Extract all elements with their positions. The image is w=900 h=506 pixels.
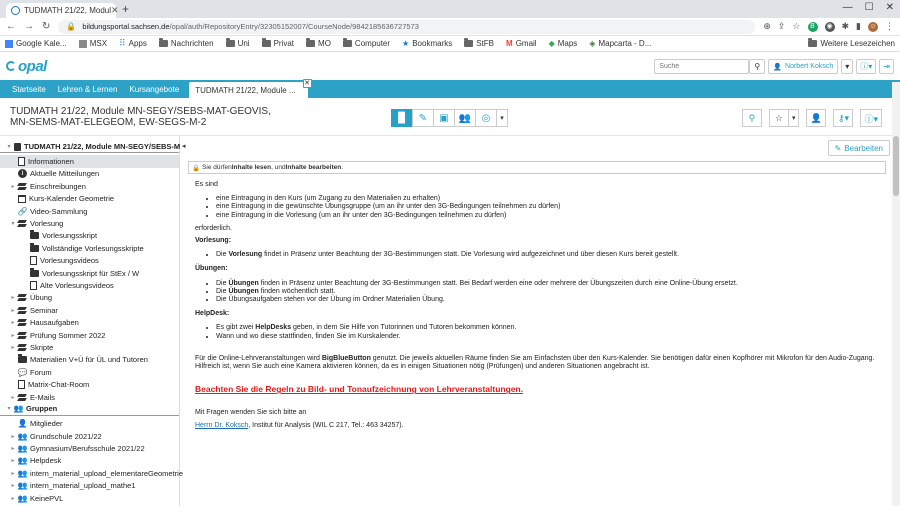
tree-node[interactable] — [0, 492, 179, 504]
folder-icon — [30, 245, 39, 252]
tree-node[interactable] — [0, 155, 179, 167]
bookmark-nachrichten[interactable]: Nachrichten — [159, 39, 214, 48]
search-icon: ⚲ — [754, 62, 761, 71]
page-icon — [18, 157, 25, 166]
tree-node[interactable] — [0, 366, 179, 378]
tree-node-label: Kurs-Kalender Geometrie — [29, 194, 115, 204]
favorite-dropdown[interactable] — [788, 109, 800, 127]
bookmark-maps[interactable]: ◆ Maps — [548, 39, 578, 48]
tree-node[interactable] — [0, 267, 179, 279]
back-icon[interactable]: ← — [6, 21, 16, 32]
tree-node-label: Alte Vorlesungsvideos — [40, 280, 114, 290]
main-navigation — [0, 80, 900, 98]
edit-button[interactable]: ✎ Bearbeiten — [828, 140, 890, 156]
search-icon: ⚲ — [748, 112, 756, 123]
list-item: • Die Vorlesung findet in Präsenz unter Beachtung der 3G-Bestimmungen statt. Die Vorlesung wird aufgezeichnet und über diesen Kurs bereit gestellt. — [216, 251, 885, 259]
tree-node-label: TUDMATH 21/22, Module MN-SEGY/SEBS-M — [24, 142, 181, 152]
bookmark-mo[interactable]: MO — [306, 39, 331, 48]
stack-icon — [18, 182, 27, 191]
course-toolbar — [392, 109, 508, 127]
bookmark-mapcarta[interactable]: ◈ Mapcarta - D... — [589, 39, 652, 48]
forward-icon[interactable]: → — [24, 21, 34, 32]
nav-tab-course[interactable]: TUDMATH 21/22, Module ... ✕ — [189, 82, 307, 98]
bookmark-msx[interactable]: MSX — [79, 39, 107, 48]
list-item: • eine Eintragung in die gewünschte Übungsgruppe (um an ihr unter den 3G-Bedingungen teilnehmen zu dürfen) — [216, 203, 885, 211]
list-item: • eine Eintragung in die Vorlesung (um an ihr unter den 3G-Bedingungen teilnehmen zu dürfen) — [216, 212, 885, 220]
stack-icon — [18, 393, 27, 402]
required-text: erforderlich. — [195, 224, 232, 232]
puzzle-icon[interactable]: ✱ — [841, 21, 850, 31]
calendar-icon — [5, 40, 13, 48]
help-icon: ⓘ▾ — [860, 62, 873, 71]
tree-node-label: Vorlesung — [30, 219, 64, 229]
stack-icon — [18, 306, 27, 315]
close-window-icon[interactable]: ✕ — [885, 2, 894, 13]
permission-notice: 🔒 Sie dürfen Inhalte lesen , und Inhalte bearbeiten . — [188, 161, 886, 174]
search-input[interactable] — [654, 59, 749, 74]
opal-header — [0, 52, 900, 80]
tree-node[interactable] — [0, 255, 179, 267]
list-item: • Die Übungsaufgaben stehen vor der Übung im Ordner Materialien Übung. — [216, 296, 885, 304]
zoom-icon[interactable]: ⊕ — [763, 21, 771, 31]
expand-toggle-icon[interactable]: ▸ — [11, 307, 15, 314]
tree-node[interactable] — [0, 316, 179, 328]
tree-node-label: intern_material_upload_elementareGeometrie — [30, 468, 184, 478]
expand-toggle-icon[interactable]: ▸ — [11, 394, 15, 401]
list-item: • Wann und wo diese stattfinden, finden Sie im Kurskalender. — [216, 333, 885, 341]
new-tab-icon[interactable]: + — [122, 2, 130, 16]
tree-node-label: Vorlesungsskript — [42, 231, 98, 241]
requirements-list — [216, 195, 885, 220]
user-icon: 👤 — [773, 63, 783, 71]
tree-node-label: Matrix-Chat-Room — [28, 380, 90, 390]
tree-node-label: intern_material_upload_mathe1 — [30, 481, 136, 491]
bookmark-bookmarks[interactable]: ★ Bookmarks — [402, 39, 453, 48]
folder-icon — [306, 40, 315, 47]
expand-toggle-icon[interactable]: ▸ — [11, 470, 15, 477]
favorite-button[interactable] — [769, 109, 789, 127]
apps-grid-icon: ⠿ — [119, 38, 126, 48]
key-button[interactable] — [833, 109, 853, 127]
tree-node[interactable] — [0, 242, 179, 254]
folder-icon — [18, 356, 27, 363]
bookmark-other[interactable]: Weitere Lesezeichen — [808, 39, 895, 48]
group-icon: 👥 — [17, 456, 28, 466]
user-menu-button[interactable]: 👤 Norbert Koksch — [768, 59, 838, 74]
tree-node[interactable] — [0, 304, 179, 316]
logout-button[interactable] — [879, 59, 894, 74]
opal-favicon-icon — [11, 6, 20, 15]
folder-icon — [262, 40, 271, 47]
expand-toggle-icon[interactable]: ▸ — [11, 320, 15, 327]
course-search-button[interactable] — [742, 109, 762, 127]
tree-node[interactable] — [0, 430, 179, 442]
minimize-icon[interactable]: — — [842, 2, 853, 13]
bookmark-stfb[interactable]: StFB — [464, 39, 494, 48]
menu-kebab-icon[interactable]: ⋮ — [885, 21, 894, 31]
recording-rules-link[interactable]: Beachten Sie die Regeln zu Bild- und Tonaufzeichnung von Lehrveranstaltungen. — [195, 384, 524, 395]
tree-node-label: E-Mails — [30, 392, 56, 402]
content-scrollbar[interactable] — [892, 136, 900, 506]
browser-tab-strip — [0, 0, 900, 18]
help-button[interactable] — [856, 59, 876, 74]
tree-node[interactable] — [0, 403, 179, 415]
lock-icon[interactable]: 🔒 — [66, 22, 77, 31]
online-info: Für die Online-Lehrveranstaltungen wird BigBlueButton genutzt. Die jeweils aktuellen Räume finden Sie am Einfachsten über den Kurs-Kalender. Sie benötigen dafür einen Kopfhörer mit Mikrofon für den Audio-Zugang. Hilfreich ist, wenn Sie auch eine Kamera aktivieren können, da es in einigen Situationen nötig (Prüfungen) und anderen Situationen angebracht ist. — [195, 354, 875, 371]
gmail-icon: M — [506, 39, 513, 48]
tree-node-label: Mitglieder — [30, 419, 63, 429]
tree-node[interactable] — [0, 329, 179, 341]
tree-node[interactable] — [0, 378, 179, 390]
tree-node-label: Helpdesk — [30, 456, 62, 466]
bookmarks-bar — [0, 36, 900, 52]
window-controls — [843, 2, 894, 13]
logout-icon: ⇥ — [883, 62, 890, 71]
expand-toggle-icon[interactable]: ▾ — [7, 406, 11, 413]
star-icon: ★ — [402, 39, 410, 48]
share-icon[interactable]: ⇪ — [777, 21, 786, 31]
stack-icon — [18, 219, 27, 228]
browser-tab-title: TUDMATH 21/22, Modul — [24, 6, 111, 15]
lock-icon: 🔒 — [192, 164, 201, 172]
folder-icon — [30, 270, 39, 277]
folder-icon — [159, 40, 168, 47]
expand-toggle-icon[interactable]: ▸ — [11, 295, 15, 302]
bookmark-gmail[interactable]: M Gmail — [506, 39, 537, 48]
msx-icon — [79, 40, 87, 48]
course-header — [0, 98, 900, 136]
tree-node[interactable] — [0, 279, 179, 291]
reload-icon[interactable]: ↻ — [42, 21, 51, 32]
opal-logo-icon — [6, 61, 16, 71]
scrollbar-thumb[interactable] — [893, 136, 899, 196]
group-icon: 👥 — [17, 481, 28, 491]
tree-node-label: Gruppen — [26, 404, 58, 414]
tree-node[interactable] — [0, 205, 179, 217]
collapse-sidebar-icon[interactable]: ◂ — [182, 143, 186, 150]
list-item: • eine Eintragung in den Kurs (um Zugang zu den Materialien zu erhalten) — [216, 195, 885, 203]
header-actions — [654, 59, 894, 74]
list-item: • Die Übungen finden wöchentlich statt. — [216, 288, 885, 296]
chevron-down-icon: ▾ — [791, 115, 796, 122]
uebungen-list — [216, 280, 885, 305]
pencil-icon: ✎ — [834, 143, 842, 153]
course-settings-button[interactable] — [433, 109, 455, 127]
vorlesung-list — [216, 251, 885, 259]
sidepanel-icon[interactable]: ▮ — [856, 21, 861, 31]
tree-node[interactable] — [0, 180, 179, 192]
intro-text: Es sind — [195, 181, 218, 188]
chevron-down-icon: ▾ — [845, 62, 850, 71]
heading-vorlesung: Vorlesung: — [195, 237, 232, 245]
link-icon: 🔗 — [17, 206, 28, 216]
url-host: bildungsportal.sachsen.de — [82, 22, 170, 31]
info-icon: i — [18, 169, 27, 178]
tree-node[interactable] — [0, 455, 179, 467]
tree-node[interactable] — [0, 480, 179, 492]
course-view-button[interactable] — [391, 109, 413, 127]
tree-node-label: Vorlesungsvideos — [40, 256, 99, 266]
book-icon: ▉ — [398, 112, 406, 124]
list-item: • Die Übungen finden in Präsenz unter Beachtung der 3G-Bestimmungen statt. Bei Bedarf werden eine oder mehrere der Übungszeiten durch eine Online-Übung ersetzt. — [216, 280, 885, 288]
course-title: TUDMATH 21/22, Module MN-SEGY/SEBS-MAT-GEOVIS, MN-SEMS-MAT-ELEGEOM, EW-SEGS-M-2 — [10, 105, 271, 128]
tree-node[interactable] — [0, 230, 179, 242]
expand-toggle-icon[interactable]: ▾ — [11, 221, 15, 228]
tree-node-label: Informationen — [28, 157, 74, 167]
tree-node-label: Prüfung Sommer 2022 — [30, 330, 106, 340]
folder-icon — [343, 40, 352, 47]
star-icon[interactable]: ☆ — [792, 21, 801, 31]
group-icon: 👥 — [17, 468, 28, 478]
contact-info: Herrn Dr. Koksch, Institut für Analysis (WIL C 217, Tel.: 463 34257). — [195, 421, 404, 429]
bookmark-google-kalender[interactable]: Google Kale... — [5, 39, 67, 48]
page-icon — [18, 380, 25, 389]
tree-node[interactable] — [0, 354, 179, 366]
list-item: • Es gibt zwei HelpDesks geben, in dem Sie Hilfe von Tutorinnen und Tutoren bekommen können. — [216, 324, 885, 332]
expand-toggle-icon[interactable]: ▸ — [11, 332, 15, 339]
course-right-toolbar — [743, 109, 882, 127]
expand-toggle-icon[interactable]: ▸ — [11, 344, 15, 351]
stack-icon — [18, 343, 27, 352]
heading-helpdesk: HelpDesk: — [195, 310, 230, 318]
book-settings-icon: ▣ — [439, 112, 449, 124]
course-members-button[interactable] — [454, 109, 476, 127]
expand-toggle-icon[interactable]: ▾ — [7, 144, 11, 151]
tree-node-label: Gymnasium/Berufsschule 2021/22 — [30, 444, 145, 454]
browser-tab[interactable] — [6, 3, 119, 18]
book-icon — [14, 143, 21, 151]
star-icon: ☆ — [774, 112, 783, 123]
tree-list — [0, 136, 184, 504]
tree-node[interactable] — [0, 292, 179, 304]
tree-node-label: Übung — [30, 293, 53, 303]
tree-node-label: Vorlesungsskript für StEx / W — [42, 268, 140, 278]
tree-node-label: Materialien V+Ü für ÜL und Tutoren — [30, 355, 148, 365]
pencil-icon: ✎ — [418, 112, 428, 124]
tree-node[interactable] — [0, 141, 179, 153]
key-icon: ⚷▾ — [837, 112, 850, 123]
expand-toggle-icon[interactable]: ▸ — [11, 433, 15, 440]
group-icon: 👥 — [13, 404, 24, 414]
tree-node-label: Hausaufgaben — [30, 318, 79, 328]
folder-icon — [464, 40, 473, 47]
page-scrollbar-top[interactable] — [892, 82, 900, 136]
nav-tab-kursangebote[interactable]: Kursangebote — [129, 84, 180, 94]
folder-icon — [808, 40, 817, 47]
target-icon: ◎ — [481, 112, 491, 124]
members-icon: 👥 — [458, 112, 472, 124]
search-button[interactable] — [749, 59, 765, 74]
expand-toggle-icon[interactable]: ▸ — [11, 483, 15, 490]
course-more-dropdown[interactable] — [496, 109, 508, 127]
chevron-down-icon: ▾ — [500, 115, 504, 122]
expand-toggle-icon[interactable]: ▸ — [11, 458, 15, 465]
profile-avatar[interactable]: ☺ — [869, 22, 877, 30]
forum-icon: 💬 — [17, 367, 28, 377]
tree-node-label: Einschreibungen — [30, 181, 86, 191]
tree-node[interactable] — [0, 341, 179, 353]
address-toolbar — [0, 18, 900, 36]
opal-logo[interactable]: opal — [6, 58, 47, 75]
page-icon — [30, 256, 37, 265]
tree-node-label: Seminar — [30, 305, 58, 315]
page-icon — [30, 281, 37, 290]
bookmark-privat[interactable]: Privat — [262, 39, 294, 48]
user-icon: 👤 — [17, 419, 28, 429]
group-icon: 👥 — [17, 493, 28, 503]
tree-node[interactable] — [0, 467, 184, 479]
close-tab-icon[interactable]: ✕ — [111, 5, 119, 15]
stack-icon — [18, 293, 27, 302]
bookmark-apps[interactable]: ⠿ Apps — [119, 38, 147, 48]
helpdesk-list — [216, 324, 885, 340]
content-body — [195, 181, 885, 430]
tree-node[interactable] — [0, 442, 179, 454]
bookmark-uni[interactable]: Uni — [226, 39, 250, 48]
help-icon: ⓘ▾ — [864, 113, 878, 124]
close-course-tab-icon[interactable]: ✕ — [304, 80, 310, 87]
tree-node-label: Skripte — [30, 342, 54, 352]
user-check-icon: 👤 — [810, 112, 823, 123]
url-bar[interactable] — [58, 20, 755, 34]
participants-button[interactable] — [806, 109, 826, 127]
course-edit-button[interactable] — [412, 109, 434, 127]
expand-toggle-icon[interactable]: ▸ — [11, 495, 15, 502]
expand-toggle-icon[interactable]: ▸ — [11, 446, 15, 453]
tree-node-label: Forum — [30, 367, 52, 377]
extensions — [763, 21, 894, 32]
extension-icon[interactable]: ◉ — [826, 22, 833, 30]
folder-icon — [30, 232, 39, 239]
tree-node-label: Grundschule 2021/22 — [30, 431, 102, 441]
course-navigation-tree — [0, 136, 184, 506]
maximize-icon[interactable]: ☐ — [864, 2, 874, 13]
nav-tab-lehren-lernen[interactable]: Lehren & Lernen — [57, 84, 118, 94]
stack-icon — [18, 318, 27, 327]
tree-node-label: KeinePVL — [30, 493, 64, 503]
course-main — [0, 136, 900, 506]
tree-node[interactable] — [0, 418, 179, 430]
course-help-button[interactable] — [860, 109, 882, 127]
tree-node-label: Video-Sammlung — [30, 206, 88, 216]
bookmark-computer[interactable]: Computer — [343, 39, 390, 48]
extension-b-icon[interactable]: B — [808, 22, 818, 32]
nav-tab-startseite[interactable]: Startseite — [12, 84, 46, 94]
contact-link[interactable]: Herrn Dr. Koksch — [195, 421, 249, 429]
tree-node[interactable] — [0, 391, 179, 403]
maps-pin-icon: ◆ — [548, 39, 555, 48]
tree-node-label: Vollständige Vorlesungsskripte — [42, 243, 144, 253]
stack-icon — [18, 331, 27, 340]
expand-toggle-icon[interactable]: ▸ — [11, 183, 15, 190]
tree-node-label: Aktuelle Mitteilungen — [30, 169, 100, 179]
user-dropdown-button[interactable] — [841, 59, 853, 74]
mapcarta-icon: ◈ — [589, 39, 596, 48]
group-icon: 👥 — [17, 444, 28, 454]
url-path: /opal/auth/RepositoryEntry/32305152007/CourseNode/9842185636727573 — [169, 22, 419, 31]
group-icon: 👥 — [17, 431, 28, 441]
folder-icon — [226, 40, 235, 47]
tree-node[interactable] — [0, 217, 179, 229]
tree-node[interactable] — [0, 168, 179, 180]
heading-uebungen: Übungen: — [195, 265, 228, 273]
questions-text: Mit Fragen wenden Sie sich bitte an — [195, 409, 307, 417]
course-status-button[interactable] — [475, 109, 497, 127]
calendar-icon — [18, 195, 26, 203]
tree-node[interactable] — [0, 193, 179, 205]
